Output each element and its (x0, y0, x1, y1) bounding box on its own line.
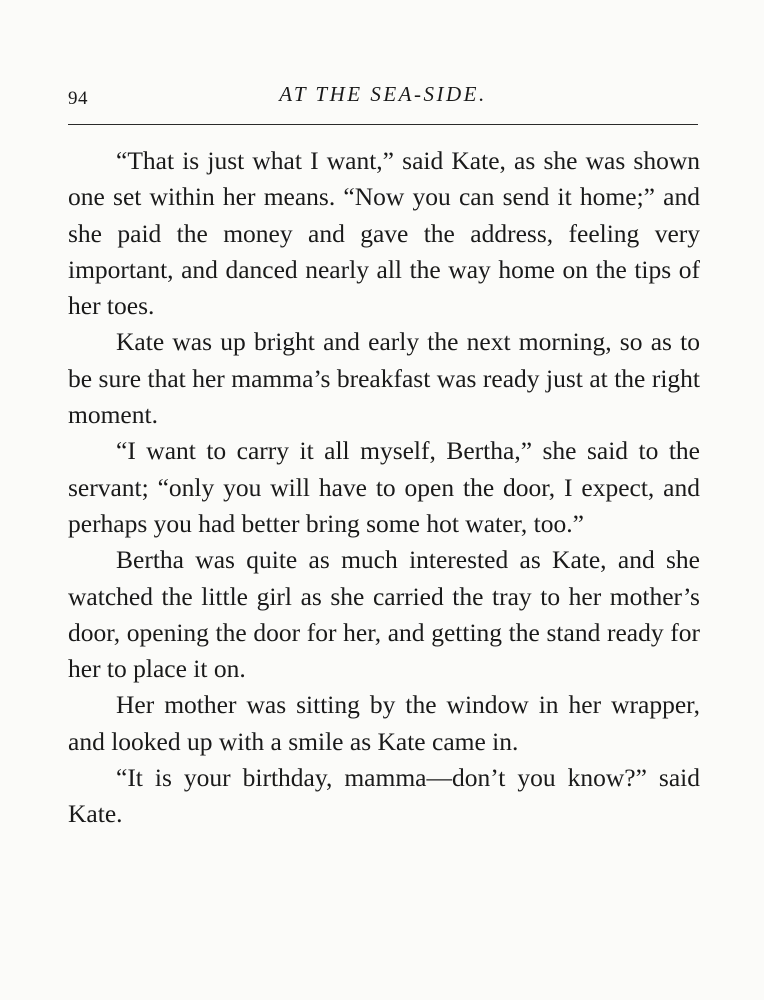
header-rule (68, 124, 698, 125)
paragraph: “It is your birthday, mamma—don’t you know?” said Kate. (68, 763, 700, 829)
paragraph: “That is just what I want,” said Kate, as she was shown one set within her means. “Now you can send it home;” and she paid the money and gave the address, feeling very important, and danced nearly all the way home on the tips of her toes. (68, 146, 700, 321)
paragraph: Bertha was quite as much interested as Kate, and she watched the little girl as she carried the tray to her mother’s door, opening the door for her, and getting the stand ready for her to place it on. (68, 545, 700, 684)
body-text (68, 143, 700, 833)
running-title: AT THE SEA-SIDE. (279, 82, 487, 106)
paragraph: “I want to carry it all myself, Bertha,” she said to the servant; “only you will have to open the door, I expect, and perhaps you had better bring some hot water, too.” (68, 436, 700, 538)
paragraph: Her mother was sitting by the window in her wrapper, and looked up with a smile as Kate came in. (68, 690, 700, 756)
page-number: 94 (68, 88, 88, 109)
paragraph: Kate was up bright and early the next morning, so as to be sure that her mamma’s breakfast was ready just at the right moment. (68, 327, 700, 430)
running-head (68, 80, 698, 110)
